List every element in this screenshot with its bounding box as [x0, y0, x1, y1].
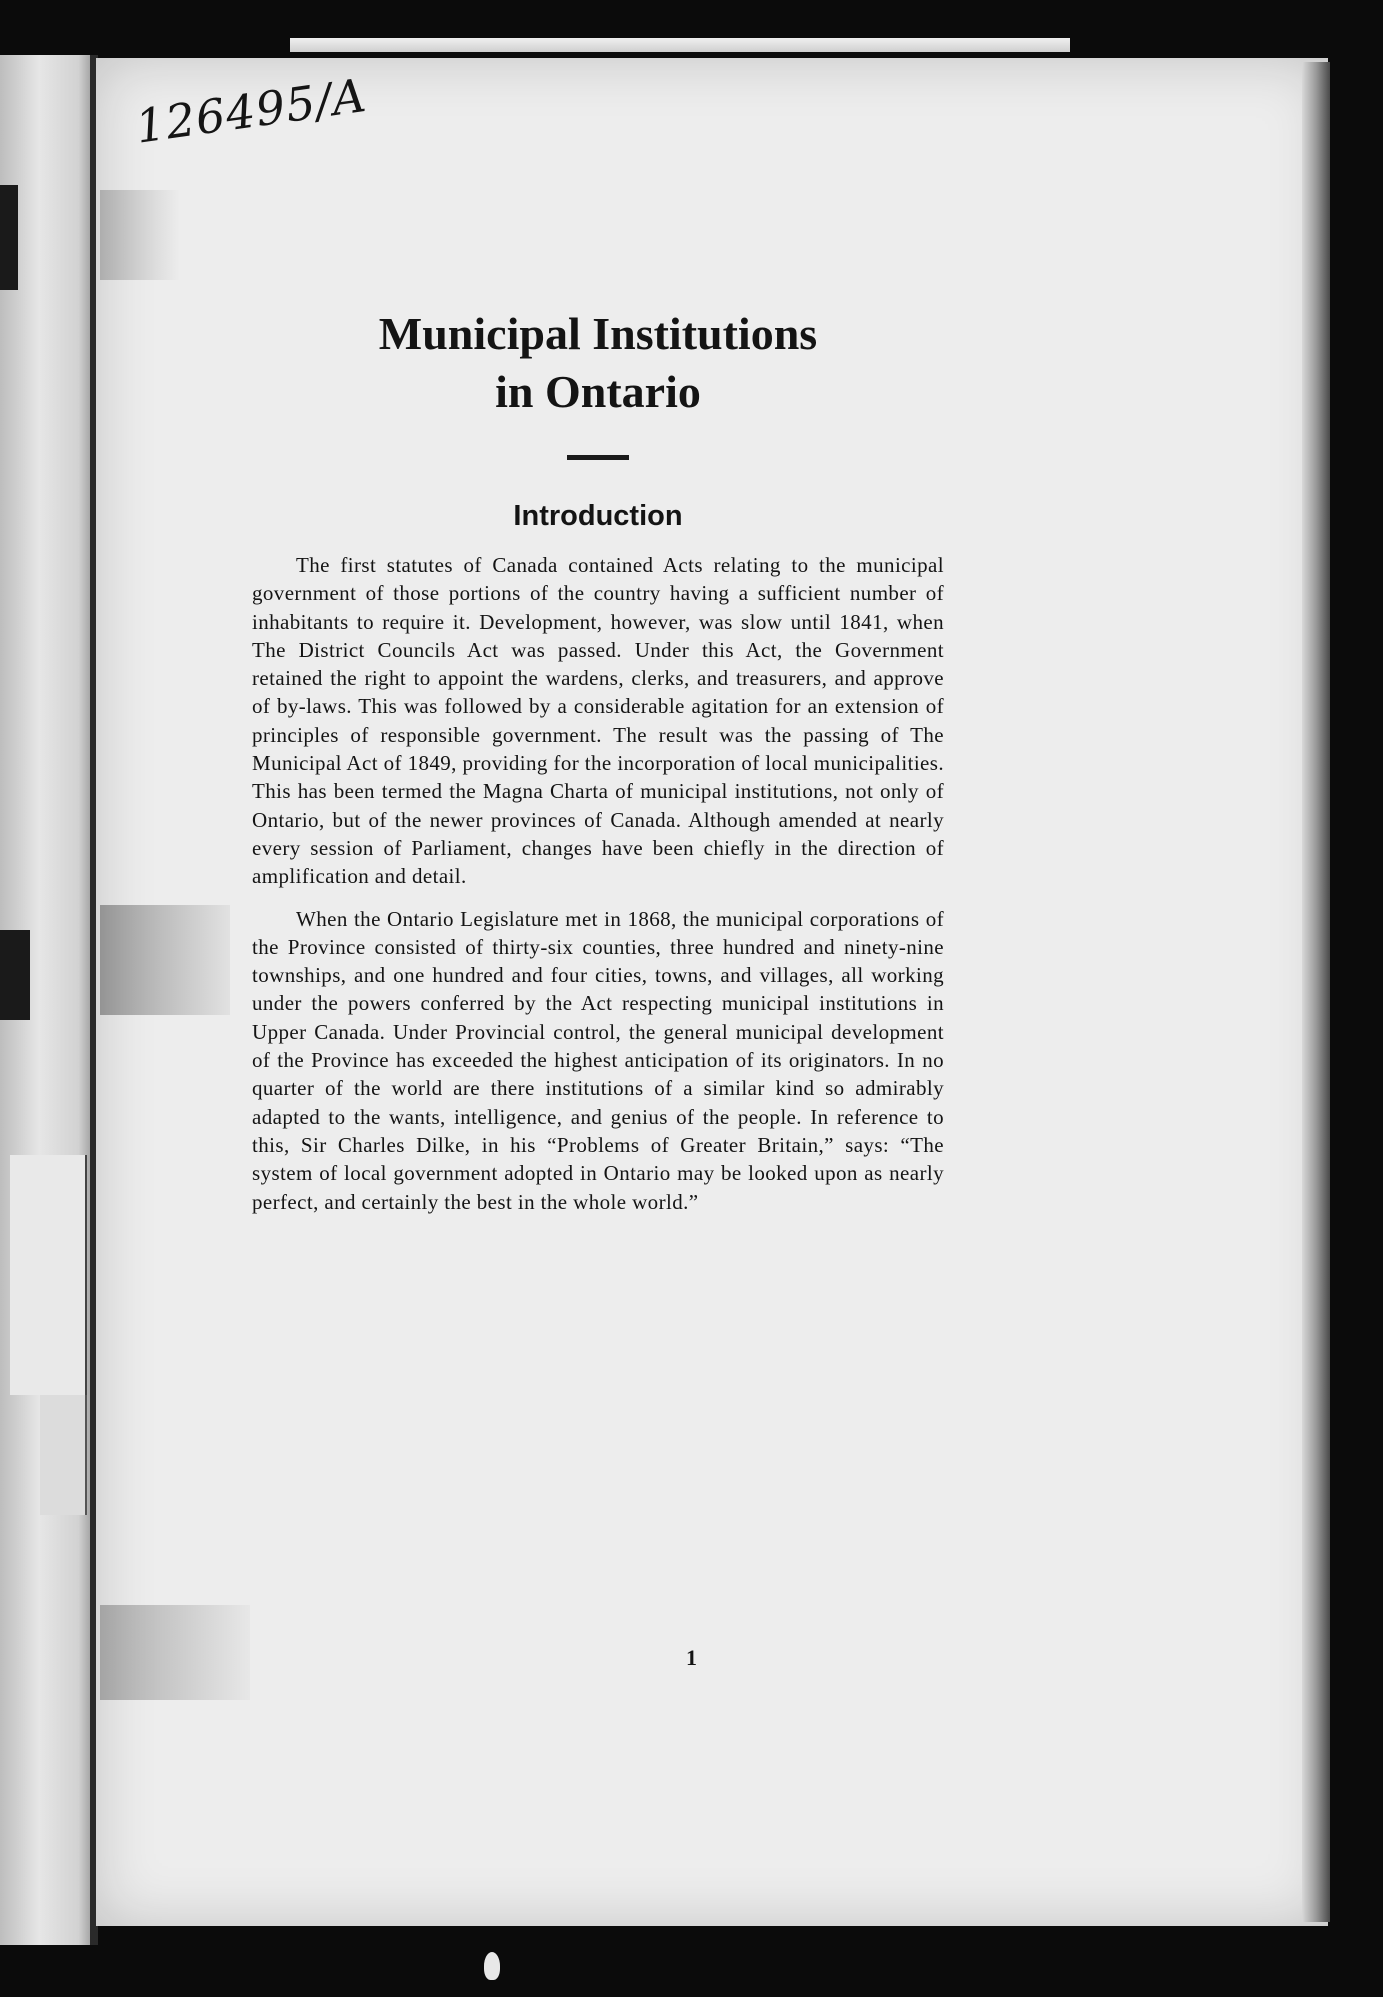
- page-content: [252, 305, 944, 1230]
- handwritten-catalog-number: 126495/A: [132, 67, 370, 154]
- section-heading: Introduction: [513, 500, 683, 532]
- torn-paper-strip: [40, 1395, 87, 1515]
- scan-smudge: [100, 905, 230, 1015]
- page-right-edge: [1302, 62, 1330, 1922]
- page-number: 1: [686, 1645, 697, 1670]
- paragraph-1: The first statutes of Canada contained Acts relating to the municipal government of those portions of the country having a sufficient number of inhabitants to require it. Development, however, was slow until 1841, when The District Councils Act was passed. Under this Act, the Government retained the right to appoint the wardens, clerks, and treasurers, and approve of by-laws. This was followed by a considerable agitation for an extension of principles of responsible government. The result was the passing of The Municipal Act of 1849, providing for the incorporation of local municipalities. This has been termed the Magna Charta of municipal institutions, not only of Ontario, but of the newer provinces of Canada. Although amended at nearly every session of Parliament, changes have been chiefly in the direction of amplification and detail.: [252, 553, 944, 889]
- title-line-2: in Ontario: [495, 366, 701, 417]
- binding-shadow: [0, 930, 30, 1020]
- title-line-1: Municipal Institutions: [378, 308, 818, 359]
- scan-smudge: [100, 190, 180, 280]
- paragraph-2: When the Ontario Legislature met in 1868, the municipal corporations of the Province consisted of thirty-six counties, three hundred and ninety-nine townships, and one hundred and four cities, towns, and villages, all working under the powers conferred by the Act respecting municipal institutions in Upper Canada. Under Provincial control, the general municipal development of the Province has exceeded the highest anticipation of its originators. In no quarter of the world are there institutions of a similar kind so admirably adapted to the wants, intelligence, and genius of the people. In reference to this, Sir Charles Dilke, in his “Problems of Greater Britain,” says: “The system of local government adopted in Ontario may be looked upon as nearly perfect, and certainly the best in the whole world.”: [252, 906, 944, 1214]
- torn-paper-strip: [10, 1155, 87, 1395]
- top-paper-strip: [290, 38, 1070, 52]
- title-divider: [567, 455, 629, 460]
- binding-shadow: [0, 185, 18, 290]
- document-title: [252, 305, 944, 421]
- scan-artifact: [484, 1952, 500, 1980]
